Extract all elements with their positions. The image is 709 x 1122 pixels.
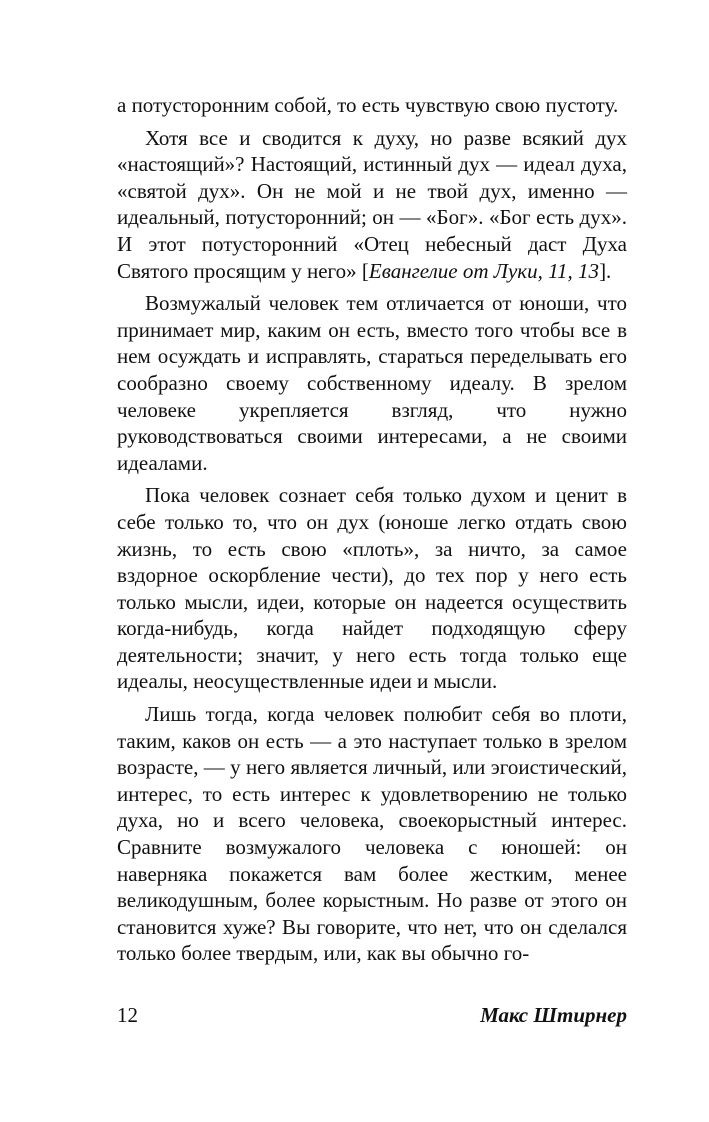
paragraph-5-text: Лишь тогда, когда человек полюбит себя во плоти, таким, каков он есть — а это наступает только в зрелом возрасте, — у него является личный, или эгоистический, интерес, то есть интерес к удовлетворению не только духа, но и всего человека, своекорыстный интерес. Сравните возмужалого человека с юношей: он наверняка покажется вам более жестким, менее великодушным, более корыстным. Но разве от этого он становится хуже? Вы говорите, что нет, что он сделался только более твердым, или, как вы обычно го- (117, 702, 627, 966)
running-author: Макс Штирнер (480, 1003, 627, 1027)
page-number: 12 (117, 1003, 138, 1027)
paragraph-2 (117, 125, 627, 285)
paragraph-1-text: а потусторонним собой, то есть чувствую свою пустоту. (117, 93, 619, 117)
page-body (117, 92, 627, 967)
paragraph-2-tail: ]. (599, 258, 612, 283)
paragraph-4-text: Пока человек сознает себя только духом и ценит в себе только то, что он дух (юноше легко отдать свою жизнь, то есть свою «плоть», за ничто, за самое вздорное оскорбление чести), до тех пор у него есть только мысли, идеи, которые он надеется осуществить когда-нибудь, когда найдет подходящую сферу деятельности; значит, у него есть тогда только еще идеалы, неосуществленные идеи и мысли. (117, 483, 627, 694)
paragraph-1 (117, 92, 627, 119)
paragraph-3 (117, 290, 627, 476)
paragraph-3-text: Возмужалый человек тем отличается от юноши, что принимает мир, каким он есть, вместо того чтобы все в нем осуждать и исправлять, стараться переделывать его сообразно своему собственному идеалу. В зрелом человеке укрепляется взгляд, что нужно руководствоваться своими интересами, а не своими идеалами. (117, 291, 627, 475)
bible-reference: Евангелие от Луки, 11, 13 (368, 258, 600, 283)
paragraph-2-text: Хотя все и сводится к духу, но разве всякий дух «настоящий»? Настоящий, истинный дух — идеал духа, «святой дух». Он не мой и не твой дух, именно — идеальный, потусторонний; он — «Бог». «Бог есть дух». И этот потусторонний «Отец небесный даст Духа Святого просящим у него» [ (117, 125, 627, 283)
paragraph-4 (117, 482, 627, 695)
page-footer (117, 1000, 627, 1030)
paragraph-5 (117, 701, 627, 967)
